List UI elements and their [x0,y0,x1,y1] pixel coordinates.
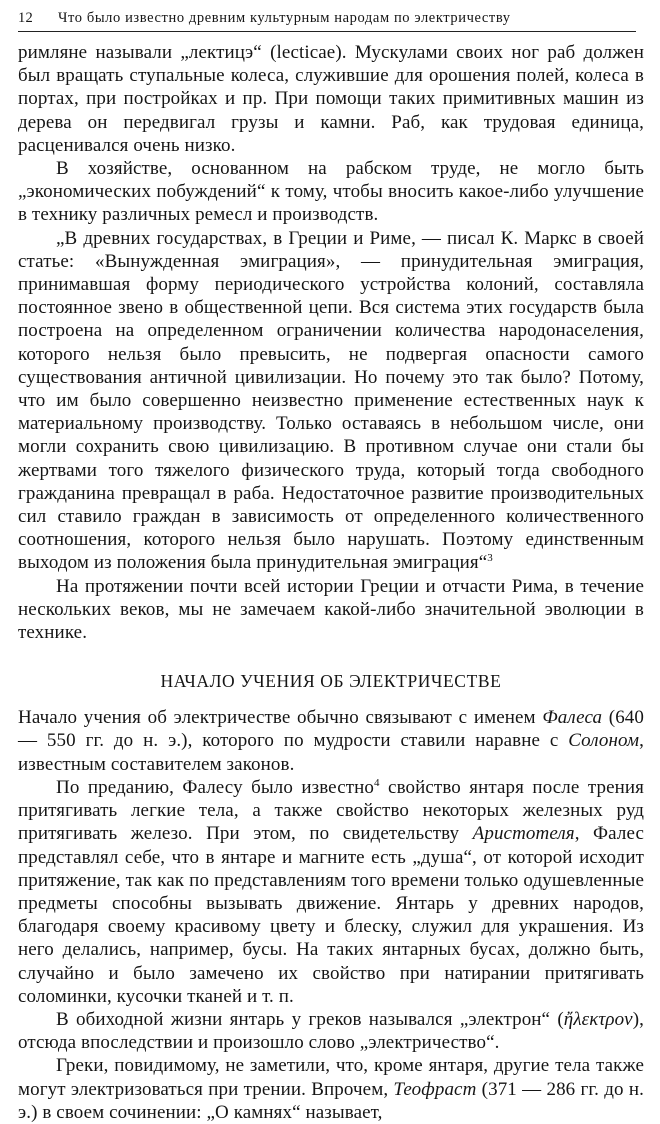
paragraph-1 [18,41,644,157]
paragraph-1-text: римляне называли „лектицэ“ (lecticae). Мускулами своих ног раб должен был вращать ступальные колеса, служившие для орошения полей, колеса в портах, при постройках и пр. При помощи таких примитивных машин из дерева он передвигал грузы и камни. Раб, как трудовая единица, расценивался очень низко. [18,42,644,156]
body-text [18,41,644,1124]
p5-text-3: , известным составителем законов. [18,730,644,775]
p8-text-1: Греки, повидимому, не заметили, что, кроме янтаря, другие тела также могут электризоваться при трении. Впрочем, [18,1055,644,1100]
p5-name-solon: Солоном [568,730,640,752]
paragraph-5 [18,706,644,776]
section-heading: НАЧАЛО УЧЕНИЯ ОБ ЭЛЕКТРИЧЕСТВЕ [160,671,502,692]
page-number: 12 [18,10,33,26]
p7-text-1: В обиходной жизни янтарь у греков назывался „электрон“ ( [56,1008,564,1030]
footnote-ref-4: 4 [374,776,380,789]
p7-text-2: ), отсюда впоследствии и произошло слово „электричество“. [18,1008,644,1054]
paragraph-4 [18,575,644,645]
p6-text-1: По преданию, Фалесу было известно [56,776,374,798]
p8-text-2: (371 — 286 гг. до н. э.) в своем сочинении: „О камнях“ называет, [18,1078,644,1123]
paragraph-7 [18,1008,644,1054]
running-header [18,10,636,32]
paragraph-6 [18,776,644,1008]
p5-name-thales: Фалеса [542,707,603,729]
p6-text-3: , Фалес представлял себе, что в янтаре и магните есть „душа“, от которой исходит притяжение, так как по представлениям того времени только одушевленные предметы способны вызывать движение. Янтарь у древних народов, благодаря своему красивому цвету и блеску, служил для украшения. Из него делались, например, бусы. На таких янтарных бусах, должно быть, случайно и было замечено их свойство при натирании притягивать соломинки, кусочки тканей и т. п. [18,823,644,1007]
paragraph-2-text: В хозяйстве, основанном на рабском труде, не могло быть „экономических побуждений“ к тому, чтобы вносить какое-либо улучшение в технику различных ремесл и производств. [18,158,644,226]
footnote-ref-3: 3 [487,552,493,565]
paragraph-4-text: На протяжении почти всей истории Греции и отчасти Рима, в течение нескольких веков, мы не замечаем какой-либо значительной эволюции в технике. [18,575,644,644]
p5-text-1: Начало учения об электричестве обычно связывают с именем [18,707,543,729]
p7-greek-word: ἤλεκτρον [563,1008,633,1030]
p6-name-aristotle: Аристотеля [472,823,575,845]
running-title: Что было известно древним культурным народам по электричеству [58,10,511,26]
paragraph-3-marx-quote [18,227,644,575]
p5-text-2: (640 — 550 гг. до н. э.), которого по мудрости ставили наравне с [18,707,645,752]
p8-name-theophrastus: Теофраст [393,1078,477,1100]
paragraph-8 [18,1054,644,1124]
p6-text-2: свойство янтаря после трения притягивать легкие тела, а также свойство некоторых железных руд притягивать железо. При этом, по свидетельству [18,776,644,845]
paragraph-3-text: „В древних государствах, в Греции и Риме, — писал К. Маркс в своей статье: «Вынужденная эмиграция», — принудительная эмиграция, принимавшая форму периодического устройства колоний, составляла постоянное звено в общественной цепи. Вся система этих государств была построена на определенном ограничении количества народонаселения, которого нельзя было превысить, не подвергая опасности самого существования античной цивилизации. Но почему это так было? Потому, что им было совершенно неизвестно применение естественных наук к материальному производству. Только оставаясь в небольшом числе, они могли сохранить свою цивилизацию. В противном случае они стали бы жертвами того тяжелого физического труда, который тогда свободного гражданина превращал в раба. Недостаточное развитие производительных сил ставило граждан в зависимость от определенного количественного соотношения, которого нельзя было нарушать. Поэтому единственным выходом из положения была принудительная эмиграция“ [18,227,644,574]
paragraph-2 [18,157,644,227]
